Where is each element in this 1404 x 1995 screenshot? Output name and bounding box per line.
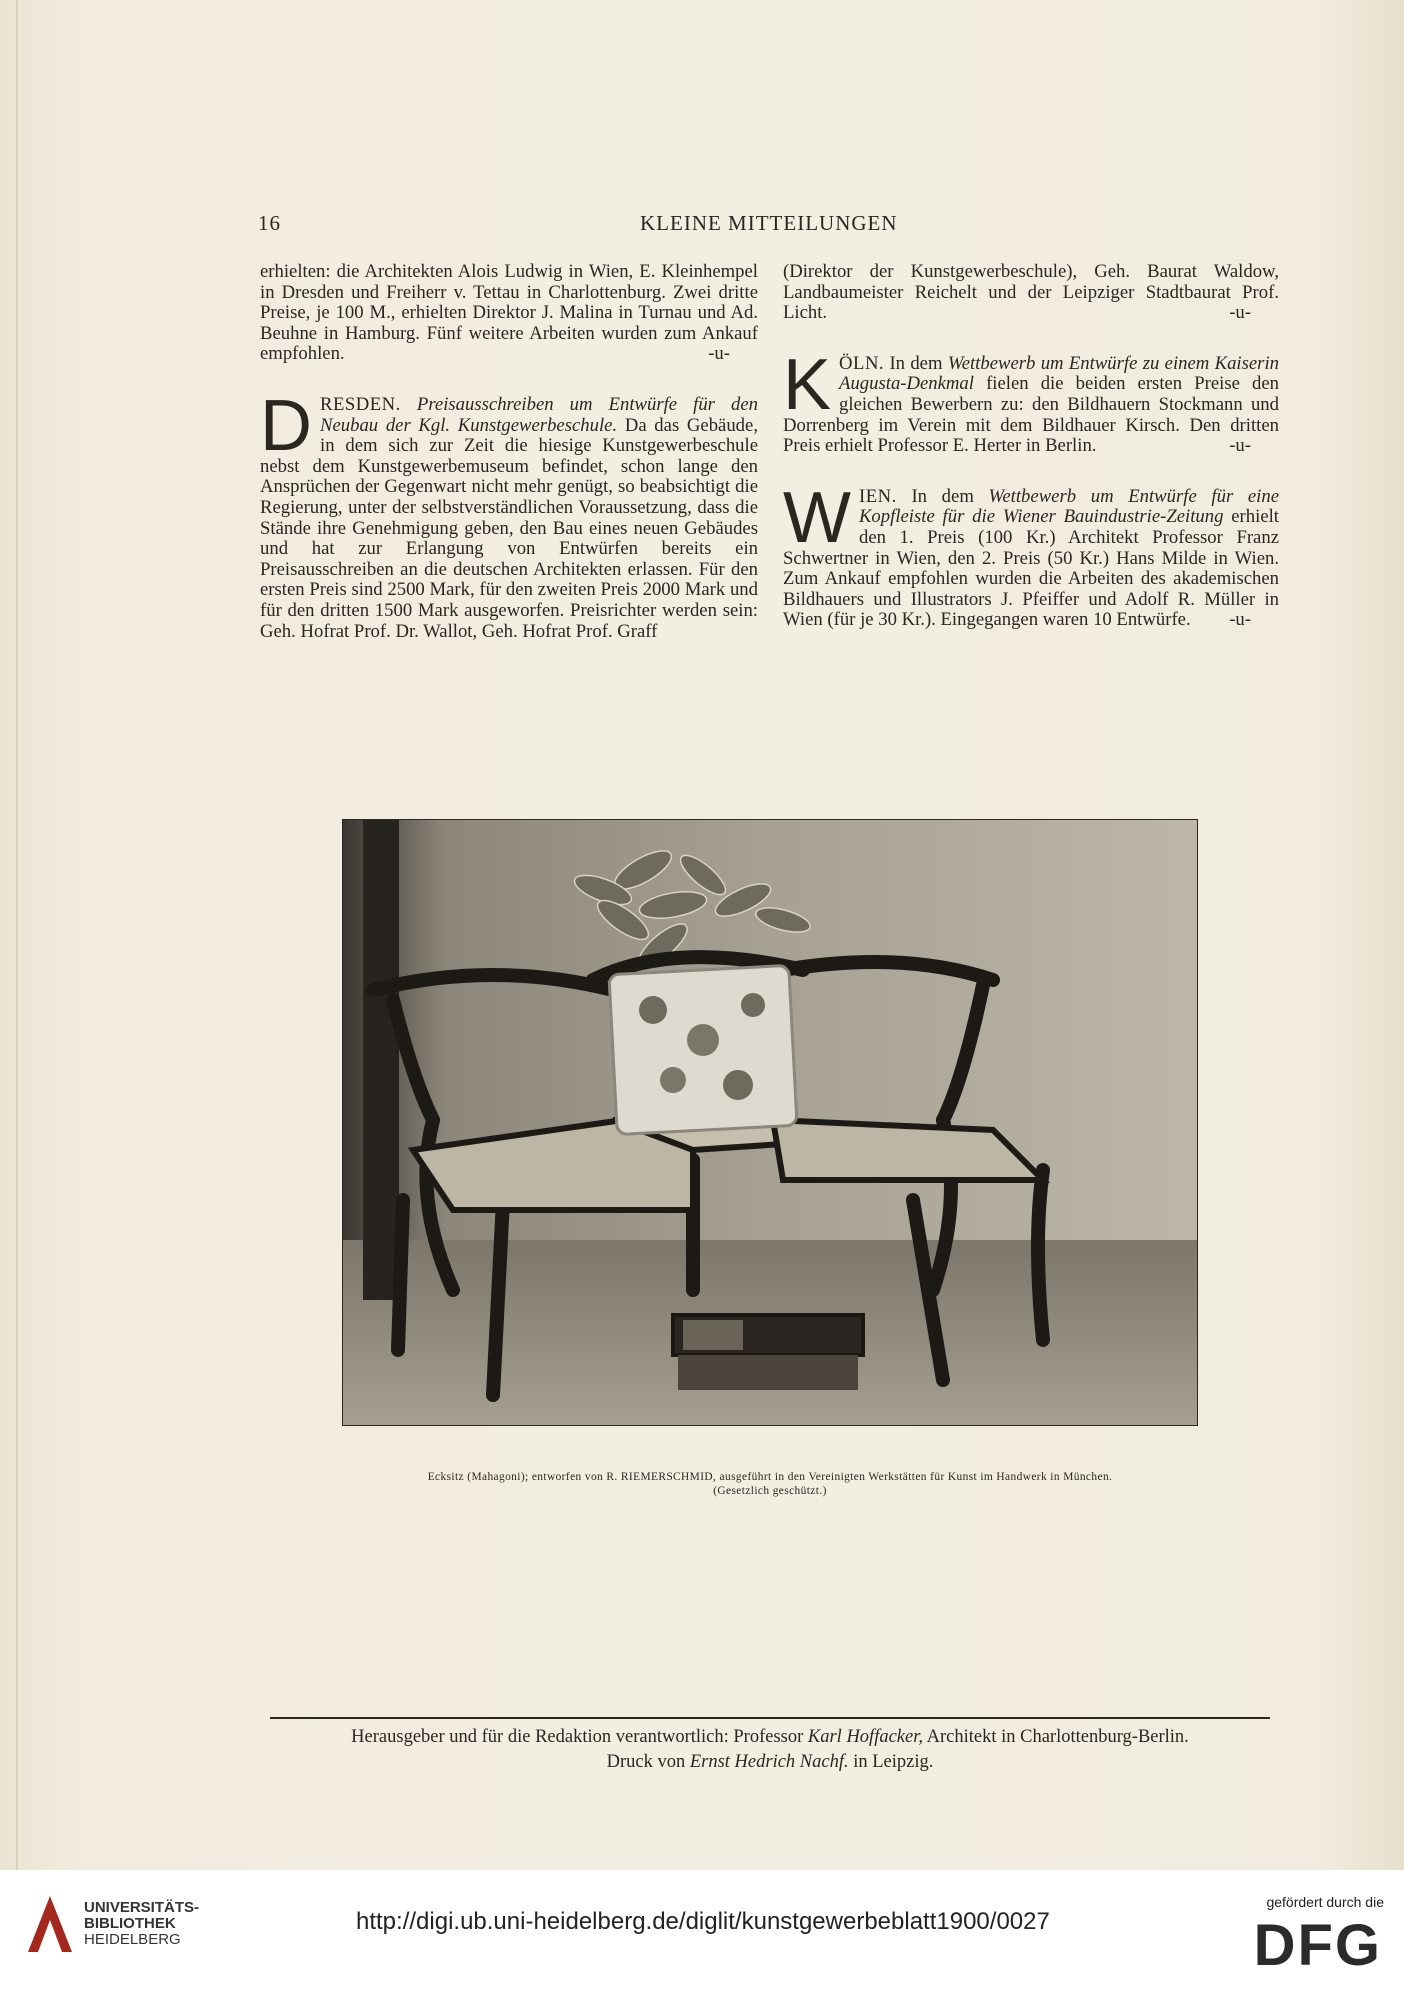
lead-koeln: In dem xyxy=(889,352,943,374)
place-koeln: ÖLN. xyxy=(839,352,885,374)
article-dresden xyxy=(260,385,758,642)
sponsor-label: gefördert durch die xyxy=(1266,1894,1384,1910)
door-frame xyxy=(363,820,399,1300)
left-column xyxy=(260,262,758,642)
dfg-logo: DFG xyxy=(1253,1913,1382,1978)
imprint-editor-label: Herausgeber und für die Redaktion verantwortlich: Professor xyxy=(351,1727,804,1747)
library-line-1: UNIVERSITÄTS- xyxy=(84,1899,200,1916)
dropcap-koeln: K xyxy=(783,344,832,425)
photo-illustration xyxy=(343,820,1197,1425)
body-wien: erhielt den 1. Preis (100 Kr.) Architekt Professor Franz Schwertner in Wien, den 2. Preis (50 Kr.) Hans Milde in Wien. Zum Ankauf empfohlen wurden die Arbeiten des akademischen Bildhauers und Illustrators J. Pfeiffer und Adolf R. Müller in Wien (für je 30 Kr.). Eingegangen waren 10 Entwürfe. xyxy=(783,506,1279,631)
imprint-editor-name: Karl Hoffacker, xyxy=(807,1727,923,1747)
continuation-text: (Direktor der Kunstgewerbeschule), Geh. Baurat Waldow, Landbaumeister Reichelt und der Leipziger Stadtbaurat Prof. Licht. xyxy=(783,261,1279,324)
lead-wien: In dem xyxy=(911,485,974,507)
body-koeln: fielen die beiden ersten Preise den gleichen Bewerbern zu: den Bildhauern Stockmann und Dorrenberg im Verein mit dem Bildhauer Kirsch. Den dritten Preis erhielt Professor E. Herter in Berlin. xyxy=(783,373,1279,457)
university-library-logo-icon xyxy=(26,1894,74,1954)
page-edge-shadow xyxy=(16,0,18,1870)
signature-koeln: -u- xyxy=(1229,435,1251,457)
intro-paragraph xyxy=(260,262,758,365)
page-number: 16 xyxy=(258,211,281,235)
intro-signature: -u- xyxy=(708,343,730,365)
place-dresden: RESDEN. xyxy=(320,393,401,415)
university-library-name xyxy=(84,1900,199,1948)
body-dresden: Da das Gebäude, in dem sich zur Zeit die hiesige Kunstgewerbeschule nebst dem Kunstgewerbemuseum befindet, schon lange den Ansprüchen der Gegenwart nicht mehr genügt, so beabsichtigt die Regierung, unter der selbstverständlichen Voraussetzung, dass die Stände ihre Genehmigung geben, den Bau eines neuen Gebäudes und hat zur Erlangung von Entwürfen bereits ein Preisausschreiben an die deutschen Architekten erlassen. Für den ersten Preis sind 2500 Mark, für den zweiten Preis 2000 Mark und für den dritten 1500 Mark ausgeworfen. Preisrichter werden sein: Geh. Hofrat Prof. Dr. Wallot, Geh. Hofrat Prof. Graff xyxy=(260,414,758,642)
figure-caption xyxy=(262,1470,1278,1498)
signature-wien: -u- xyxy=(1229,609,1251,631)
imprint-line-2 xyxy=(262,1750,1278,1775)
continuation-signature: -u- xyxy=(1229,302,1251,324)
corner-seat-photo xyxy=(342,819,1198,1426)
place-wien: IEN. xyxy=(858,485,897,507)
library-line-2: BIBLIOTHEK xyxy=(84,1915,176,1932)
running-head xyxy=(258,211,1278,241)
continuation-paragraph xyxy=(783,262,1279,324)
library-line-3: HEIDELBERG xyxy=(84,1931,181,1948)
cushion xyxy=(609,965,797,1134)
section-title: KLEINE MITTEILUNGEN xyxy=(640,211,898,235)
imprint-printer-label: Druck von xyxy=(606,1752,686,1772)
right-column xyxy=(783,262,1279,631)
caption-line-2: (Gesetzlich geschützt.) xyxy=(713,1485,827,1497)
digitization-footer xyxy=(0,1870,1404,1995)
imprint-editor-role: Architekt in Charlottenburg-Berlin. xyxy=(926,1727,1189,1747)
dropcap-dresden: D xyxy=(260,385,312,466)
title-koeln: Wettbewerb um Entwürfe zu einem Kaiserin Augusta-Denkmal xyxy=(839,352,1279,395)
imprint-rule xyxy=(270,1717,1270,1719)
imprint-printer-name: Ernst Hedrich Nachf. xyxy=(689,1752,849,1772)
imprint-line-1 xyxy=(262,1725,1278,1750)
intro-text: erhielten: die Architekten Alois Ludwig in Wien, E. Kleinhempel in Dresden und Freiherr v. Tettau in Charlottenburg. Zwei dritte Preise, je 100 M., erhielten Direktor J. Malina in Turnau und Ad. Beuhne in Hamburg. Fünf weitere Arbeiten wurden zum Ankauf empfohlen. xyxy=(260,261,758,365)
footstool xyxy=(673,1315,863,1390)
imprint xyxy=(262,1725,1278,1775)
title-dresden: Preisausschreiben um Entwürfe für den Neubau der Kgl. Kunstgewerbeschule. xyxy=(320,393,758,436)
caption-line-1: Ecksitz (Mahagoni); entworfen von R. RIEMERSCHMID, ausgeführt in den Vereinigten Werkstätten für Kunst im Handwerk in München. xyxy=(427,1471,1113,1483)
article-koeln xyxy=(783,344,1279,457)
dropcap-wien: W xyxy=(783,477,851,558)
title-wien: Wettbewerb um Entwürfe für eine Kopfleiste für die Wiener Bauindustrie-Zeitung xyxy=(858,485,1280,528)
permalink-url[interactable]: http://digi.ub.uni-heidelberg.de/diglit/kunstgewerbeblatt1900/0027 xyxy=(356,1908,1050,1935)
imprint-printer-place: in Leipzig. xyxy=(853,1752,934,1772)
article-wien xyxy=(783,477,1280,631)
